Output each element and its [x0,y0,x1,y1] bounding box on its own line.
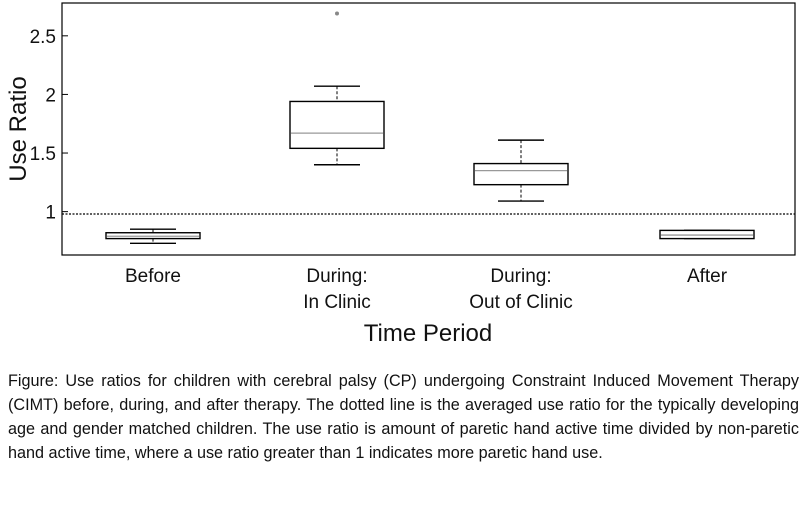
plot-frame [62,3,795,255]
box-group-4 [660,230,754,238]
category-label: During: [490,266,552,287]
x-axis-title: Time Period [363,320,493,347]
iqr-box [474,164,568,185]
category-label: Before [125,266,181,287]
category-label: In Clinic [303,292,371,313]
iqr-box [290,101,384,148]
category-label: During: [306,266,368,287]
box-group-3 [474,140,568,201]
outlier-point [335,12,339,16]
y-tick-label: 2 [45,85,56,107]
category-label: After [686,266,728,287]
box-group-1 [106,229,200,243]
y-axis-title: Use Ratio [5,76,32,182]
y-tick-label: 2.5 [29,26,56,48]
y-tick-label: 1 [45,202,56,224]
figure-caption: Figure: Use ratios for children with cerebral palsy (CP) undergoing Constraint Induced Movement Therapy (CIMT) before, during, and after therapy. The dotted line is the averaged use ratio for the typically developing age and gender matched children. The use ratio is amount of paretic hand active time divided by non-paretic hand active time, where a use ratio greater than 1 indicates more paretic hand use. [8,372,799,462]
y-tick-label: 1.5 [29,144,56,166]
box-group-2 [290,12,384,165]
boxes-layer [106,12,754,244]
category-label: Out of Clinic [469,292,573,313]
x-category-labels [125,266,728,313]
